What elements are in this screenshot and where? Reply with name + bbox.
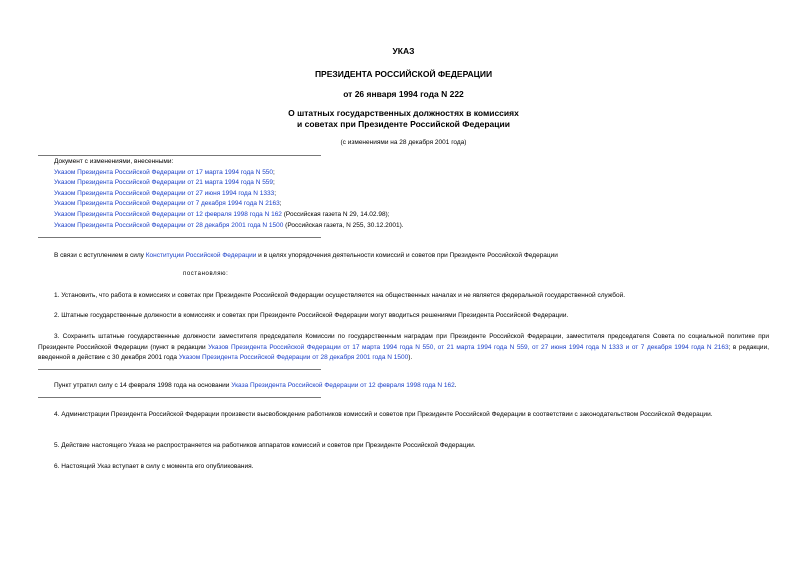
paragraph-4: 4. Администрации Президента Российской Федерации произвести высвобождение работников комиссий и советов при Президенте Российской Федерации в соответствии с законодательством Российской Федерации. bbox=[54, 411, 713, 418]
list-item-tail: (Российская газета, N 255, 30.12.2001). bbox=[283, 221, 404, 229]
changes-list bbox=[54, 157, 404, 231]
preamble bbox=[54, 251, 769, 262]
doc-issuer: ПРЕЗИДЕНТА РОССИЙСКОЙ ФЕДЕРАЦИИ bbox=[314, 69, 493, 79]
repealed-note bbox=[54, 381, 769, 392]
list-item bbox=[54, 210, 404, 221]
divider bbox=[38, 369, 321, 370]
list-item-tail: (Российская газета N 29, 14.02.98); bbox=[281, 210, 390, 218]
list-item bbox=[54, 199, 404, 210]
amendment-link[interactable]: Указом Президента Российской Федерации от 17 марта 1994 года N 550 bbox=[54, 168, 274, 176]
repeal-link[interactable]: Указа Президента Российской Федерации от 12 февраля 1998 года N 162 bbox=[231, 382, 455, 389]
amendment-link[interactable]: Указов Президента Российской Федерации от 17 марта 1994 года N 550, от 21 марта 1994 года N 559, от 27 июня 1994 года N 1333 и от 7 декабря 1994 года N 2163 bbox=[208, 343, 729, 351]
list-item-tail: ; bbox=[273, 168, 275, 176]
paragraph-3 bbox=[38, 332, 769, 364]
doc-subject bbox=[0, 108, 807, 130]
paragraph-text: ). bbox=[408, 354, 413, 361]
decree-word: постановляю: bbox=[183, 271, 229, 277]
list-item bbox=[54, 178, 404, 189]
list-item bbox=[54, 221, 404, 232]
repealed-text: . bbox=[454, 382, 457, 389]
list-item bbox=[54, 189, 404, 200]
amendment-link[interactable]: Указом Президента Российской Федерации от 28 декабря 2001 года N 1500 bbox=[54, 221, 284, 229]
divider bbox=[38, 155, 321, 156]
amendment-link[interactable]: Указом Президента Российской Федерации от 28 декабря 2001 года N 1500 bbox=[178, 354, 409, 361]
paragraph-1: 1. Установить, что работа в комиссиях и советах при Президенте Российской Федерации осуществляется на общественных началах и не является федеральной государственной службой. bbox=[54, 292, 626, 299]
paragraph-6: 6. Настоящий Указ вступает в силу с момента его опубликования. bbox=[54, 463, 254, 470]
changes-intro: Документ с изменениями, внесенными: bbox=[54, 158, 174, 165]
list-item bbox=[54, 168, 404, 179]
doc-subject-line1: О штатных государственных должностях в комиссиях bbox=[288, 108, 519, 118]
constitution-link[interactable]: Конституции Российской Федерации bbox=[145, 252, 257, 259]
doc-amended-note: (с изменениями на 28 декабря 2001 года) bbox=[340, 139, 467, 146]
preamble-text: и в целях упорядочения деятельности комиссий и советов при Президенте Российской Федерации bbox=[256, 252, 558, 259]
list-item-tail: ; bbox=[279, 200, 282, 208]
paragraph-text: ; в редакции, введенной в действие с 30 декабря 2001 года bbox=[38, 343, 769, 361]
amendment-link[interactable]: Указом Президента Российской Федерации от 21 марта 1994 года N 559 bbox=[54, 179, 274, 187]
list-item-tail: ; bbox=[273, 179, 275, 187]
preamble-text: В связи с вступлением в силу bbox=[54, 252, 146, 259]
paragraph-5: 5. Действие настоящего Указа не распространяется на работников аппаратов комиссий и советов при Президенте Российской Федерации. bbox=[54, 442, 476, 449]
doc-date: от 26 января 1994 года N 222 bbox=[343, 89, 464, 99]
amendment-link[interactable]: Указом Президента Российской Федерации от 12 февраля 1998 года N 162 bbox=[54, 210, 282, 218]
repealed-text: Пункт утратил силу с 14 февраля 1998 года на основании bbox=[54, 382, 232, 389]
divider bbox=[38, 237, 321, 238]
paragraph-2: 2. Штатные государственные должности в комиссиях и советах при Президенте Российской Федерации могут вводиться решениями Президента Российской Федерации. bbox=[54, 312, 569, 319]
list-item-tail: ; bbox=[274, 189, 277, 197]
amendment-link[interactable]: Указом Президента Российской Федерации от 7 декабря 1994 года N 2163 bbox=[54, 200, 280, 208]
paragraph-text: 3. Сохранить штатные государственные должности заместителя председателя Комиссии по государственным наградам при Президенте Российской Федерации, заместителя председателя Совета по социальной политике при Президенте Российской Федерации (пункт в редакции bbox=[38, 333, 769, 351]
divider bbox=[38, 397, 321, 398]
amendment-link[interactable]: Указом Президента Российской Федерации от 27 июня 1994 года N 1333 bbox=[54, 189, 275, 197]
doc-subject-line2: и советах при Президенте Российской Федерации bbox=[297, 119, 510, 129]
doc-title: УКАЗ bbox=[392, 46, 415, 56]
